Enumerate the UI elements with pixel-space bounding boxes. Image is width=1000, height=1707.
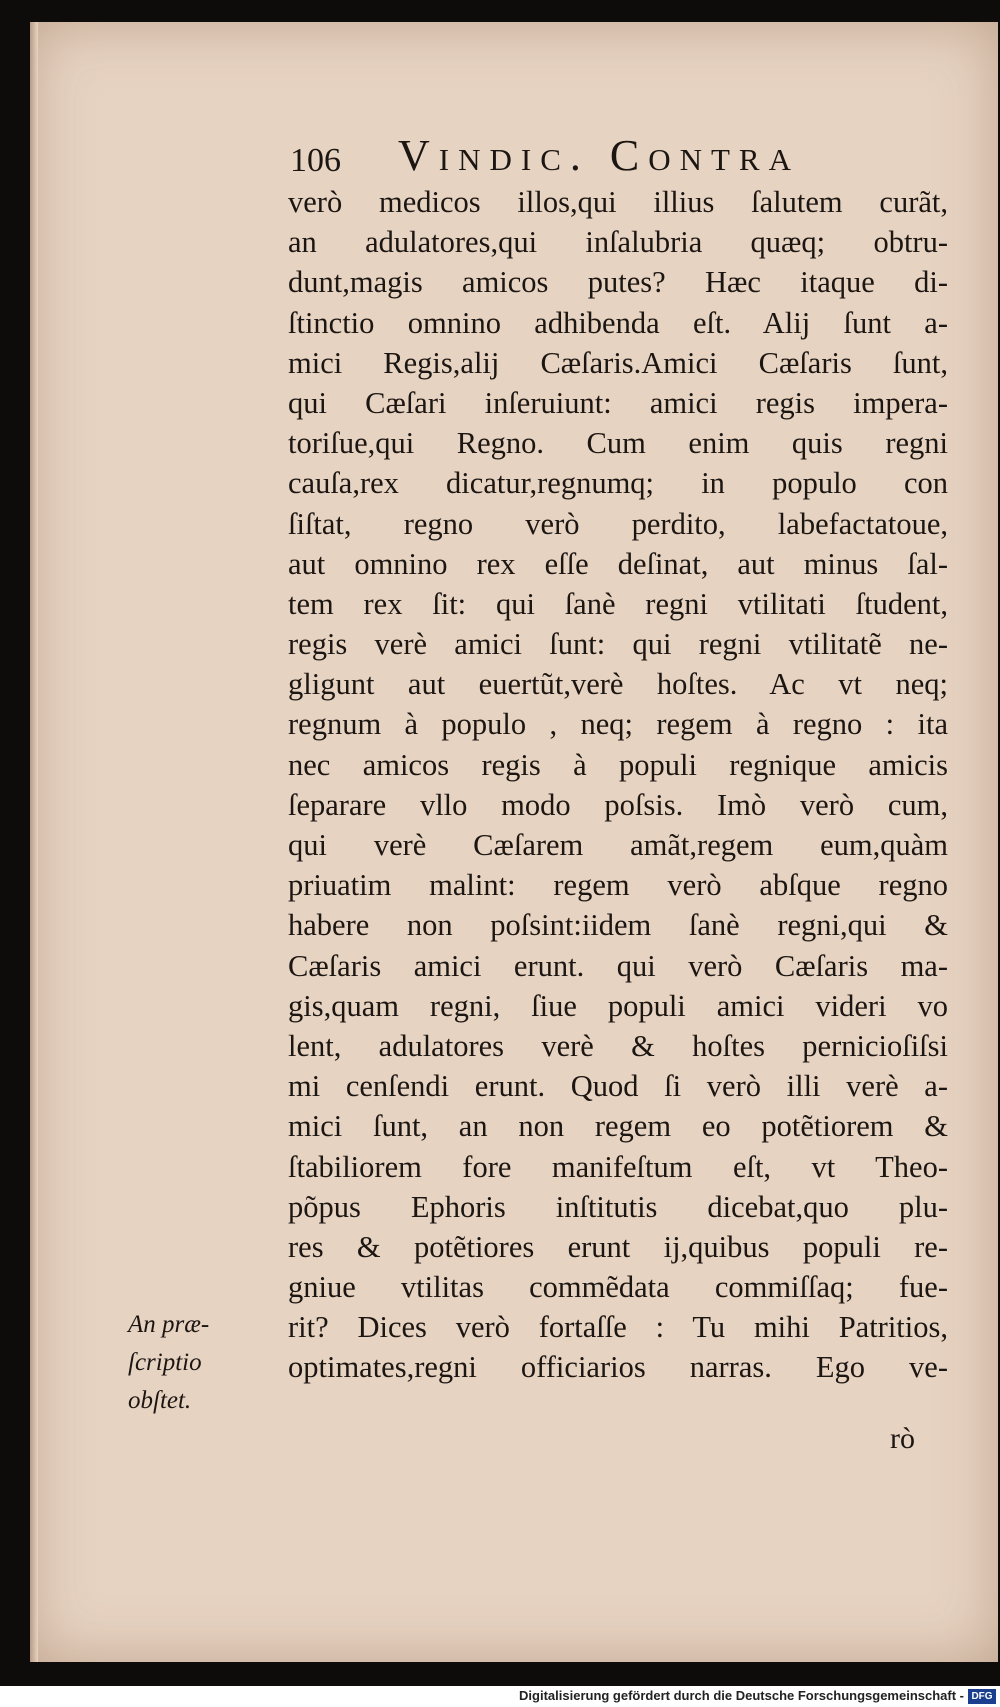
- text-line: ſiſtat, regno verò perdito, labefactatoue,: [288, 506, 948, 541]
- text-line: regis verè amici ſunt: qui regni vtilitatẽ ne-: [288, 627, 948, 662]
- text-line: dunt,magis amicos putes? Hæc itaque di-: [288, 265, 948, 300]
- text-line: põpus Ephoris inſtitutis dicebat,quo plu-: [288, 1189, 948, 1224]
- running-title: Vindic. Contra: [398, 131, 800, 180]
- margin-note-line: ſcriptio: [128, 1349, 202, 1376]
- dfg-logo: DFG: [968, 1689, 996, 1704]
- text-line: tem rex ſit: qui ſanè regni vtilitati ſtudent,: [288, 586, 948, 621]
- text-line: qui verè Cæſarem amãt,regem eum,quàm: [288, 828, 948, 862]
- text-line: res & potẽtiores erunt ij,quibus populi re-: [288, 1229, 948, 1264]
- text-line: optimates,regni officiarios narras. Ego ve-: [288, 1350, 948, 1385]
- text-line: qui Cæſari inſeruiunt: amici regis impera-: [288, 385, 948, 420]
- digitization-credit: Digitalisierung gefördert durch die Deutsche Forschungsgemeinschaft -: [519, 1688, 964, 1703]
- text-line: mici Regis,alij Cæſaris.Amici Cæſaris ſunt,: [288, 345, 948, 380]
- text-line: regnum à populo , neq; regem à regno : ita: [288, 707, 948, 742]
- body-text: [288, 182, 948, 1388]
- margin-note-line: obſtet.: [128, 1387, 192, 1414]
- text-line: an adulatores,qui inſalubria quæq; obtru-: [288, 225, 948, 260]
- text-line: habere non poſsint:iidem ſanè regni,qui &: [288, 908, 948, 943]
- text-line: toriſue,qui Regno. Cum enim quis regni: [288, 426, 948, 461]
- text-line: nec amicos regis à populi regnique amicis: [288, 747, 948, 782]
- text-line: verò medicos illos,qui illius ſalutem curãt,: [288, 185, 948, 219]
- margin-note-line: An præ-: [128, 1311, 210, 1338]
- text-line: rit? Dices verò fortaſſe : Tu mihi Patritios,: [288, 1310, 948, 1345]
- text-line: aut omnino rex eſſe deſinat, aut minus ſal-: [288, 546, 948, 581]
- text-line: lent, adulatores verè & hoſtes pernicioſiſsi: [288, 1028, 948, 1063]
- text-line: mici ſunt, an non regem eo potẽtiorem &: [288, 1109, 948, 1144]
- text-line: ſtabiliorem fore manifeſtum eſt, vt Theo-: [288, 1149, 948, 1184]
- margin-note: [128, 1306, 248, 1420]
- text-line: ſeparare vllo modo poſsis. Imò verò cum,: [288, 787, 948, 822]
- text-line: gis,quam regni, ſiue populi amici videri vo: [288, 988, 948, 1023]
- footer-bar: [0, 1686, 1000, 1707]
- text-line: gligunt aut euertũt,verè hoſtes. Ac vt neq;: [288, 667, 948, 702]
- text-line: Cæſaris amici erunt. qui verò Cæſaris ma-: [288, 948, 948, 983]
- text-line: mi cenſendi erunt. Quod ſi verò illi verè a-: [288, 1069, 948, 1104]
- text-line: gniue vtilitas commẽdata commiſſaq; fue-: [288, 1270, 948, 1305]
- page-number: 106: [290, 142, 341, 179]
- page-gutter-shadow: [30, 22, 38, 1662]
- catchword: rò: [890, 1422, 915, 1455]
- text-line: priuatim malint: regem verò abſque regno: [288, 868, 948, 903]
- text-line: ſtinctio omnino adhibenda eſt. Alij ſunt a-: [288, 305, 948, 340]
- text-line: cauſa,rex dicatur,regnumq; in populo con: [288, 466, 948, 501]
